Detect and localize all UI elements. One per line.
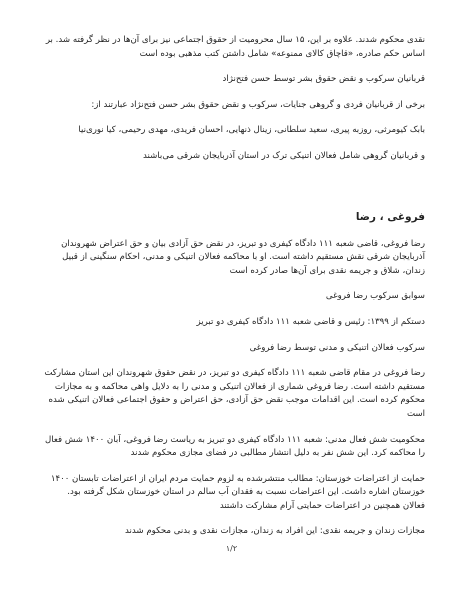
paragraph: و قربانیان گروهی شامل فعالان اتنیکی ترک در استان آذربایجان شرقی می‌باشند xyxy=(143,150,425,161)
paragraph: برخی از قربانیان فردی و گروهی جنایات، سرکوب و نقض حقوق بشر حسن فتح‌نژاد عبارتند از: xyxy=(91,99,425,110)
subheading-record: سوابق سرکوب رضا فروغی xyxy=(325,291,425,302)
paragraph: حمایت از اعتراضات خوزستان: مطالب منتشرشده به لزوم حمایت مردم ایران از اعتراضات تابستان ۱۴۰۰ خوزستان اشاره داشت. این اعتراضات نسبت به فقدان آب سالم در استان خوزستان شکل گرفته بود. فعالان همچنین در اعتراضات حمایتی آرام مشارکت داشتند xyxy=(50,473,425,511)
subheading-repression: سرکوب فعالان اتنیکی و مدنی توسط رضا فروغی xyxy=(249,342,425,353)
paragraph: محکومیت شش فعال مدنی: شعبه ۱۱۱ دادگاه کیفری دو تبریز به ریاست رضا فروغی، آبان ۱۴۰۰ شش فعال را محاکمه کرد. این شش نفر به دلیل انتشار مطالبی در فضای مجازی محکوم شدند xyxy=(44,434,425,459)
section-heading: فروغی ، رضا xyxy=(355,210,425,223)
paragraph: نقدی محکوم شدند. علاوه بر این، ۱۵ سال محرومیت از حقوق اجتماعی نیز برای آن‌ها در نظر گرفته شد. بر اساس حکم صادره، «قاچاق کالای ممنوعه» شامل داشتن کتب مذهبی بوده است xyxy=(45,35,425,59)
paragraph: رضا فروغی، قاضی شعبه ۱۱۱ دادگاه کیفری دو تبریز، در نقض حق آزادی بیان و حق اعتراض شهروندان آذربایجان شرقی نقش مستقیم داشته است. او با محاکمه فعالان اتنیکی و مدنی، احکام سنگینی از قبیل زندان، شلاق و جریمه نقدی برای آن‌ها صادر کرده است xyxy=(61,238,425,276)
paragraph: دستکم از ۱۳۹۹: رئیس و قاضی شعبه ۱۱۱ دادگاه کیفری دو تبریز xyxy=(196,316,425,327)
paragraph: مجازات زندان و جریمه نقدی: این افراد به زندان، مجازات نقدی و بدنی محکوم شدند xyxy=(125,526,425,537)
victims-list: بابک کیومرثی، روزبه پیری، سعید سلطانی، زینال ذنهایی، احسان فریدی، مهدی رحیمی، کیا نوری‌نیا xyxy=(78,125,425,136)
paragraph: رضا فروغی در مقام قاضی شعبه ۱۱۱ دادگاه کیفری دو تبریز، در نقض حقوق شهروندان این استان مشارکت مستقیم داشته است. رضا فروغی شماری از فعالان اتنیکی و مدنی را به دلایل واهی محاکمه و به مجازات محکوم کرده است. این اقدامات موجب نقض حق آزادی، حق اعتراض و حقوق اجتماعی فعالان اتنیکی شده است xyxy=(44,368,425,419)
page-number: ۱/۲ xyxy=(225,544,238,553)
subheading-victims: قربانیان سرکوب و نقض حقوق بشر توسط حسن فتح‌نژاد xyxy=(222,74,425,85)
document-body xyxy=(44,34,425,539)
